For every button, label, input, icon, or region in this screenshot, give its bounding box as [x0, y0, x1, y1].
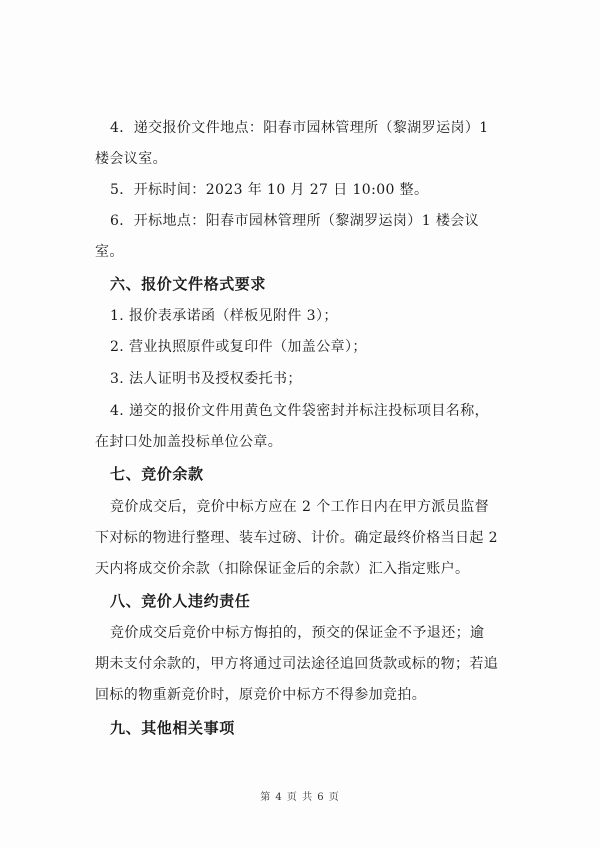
format-item-3: 3. 法人证明书及授权委托书；	[110, 371, 302, 387]
format-item-4-line1: 4. 递交的报价文件用黄色文件袋密封并标注投标项目名称，	[110, 403, 490, 419]
section-heading-balance-payment: 七、竞价余款	[110, 465, 204, 483]
item-submission-location-line1: 4．递交报价文件地点：阳春市园林管理所（黎湖罗运岗）1	[110, 120, 489, 136]
format-item-2: 2. 营业执照原件或复印件（加盖公章）；	[110, 339, 367, 355]
item-opening-time: 5．开标时间：2023 年 10 月 27 日 10:00 整。	[110, 182, 429, 198]
balance-paragraph-line1: 竞价成交后，竞价中标方应在 2 个工作日内在甲方派员监督	[110, 499, 490, 515]
section-heading-other-matters: 九、其他相关事项	[110, 719, 235, 737]
format-item-1: 1. 报价表承诺函（样板见附件 3）；	[110, 308, 338, 324]
item-opening-location-line1: 6．开标地点：阳春市园林管理所（黎湖罗运岗）1 楼会议	[110, 213, 480, 229]
format-item-4-line2: 在封口处加盖投标单位公章。	[95, 434, 283, 450]
section-heading-breach-liability: 八、竞价人违约责任	[110, 592, 251, 610]
breach-paragraph-line2: 期未支付余款的，甲方将通过司法途径追回货款或标的物；若追	[95, 656, 499, 672]
item-opening-location-line2: 室。	[95, 244, 124, 260]
balance-paragraph-line3: 天内将成交价余款（扣除保证金后的余款）汇入指定账户。	[95, 561, 470, 577]
breach-paragraph-line3: 回标的物重新竞价时，原竞价中标方不得参加竞拍。	[95, 687, 427, 703]
breach-paragraph-line1: 竞价成交后竞价中标方悔拍的，预交的保证金不予退还；逾	[110, 625, 485, 641]
section-heading-format-requirements: 六、报价文件格式要求	[110, 275, 267, 293]
item-submission-location-line2: 楼会议室。	[95, 151, 167, 167]
balance-paragraph-line2: 下对标的物进行整理、装车过磅、计价。确定最终价格当日起 2	[95, 530, 498, 546]
page-number-footer: 第 4 页 共 6 页	[260, 792, 340, 803]
